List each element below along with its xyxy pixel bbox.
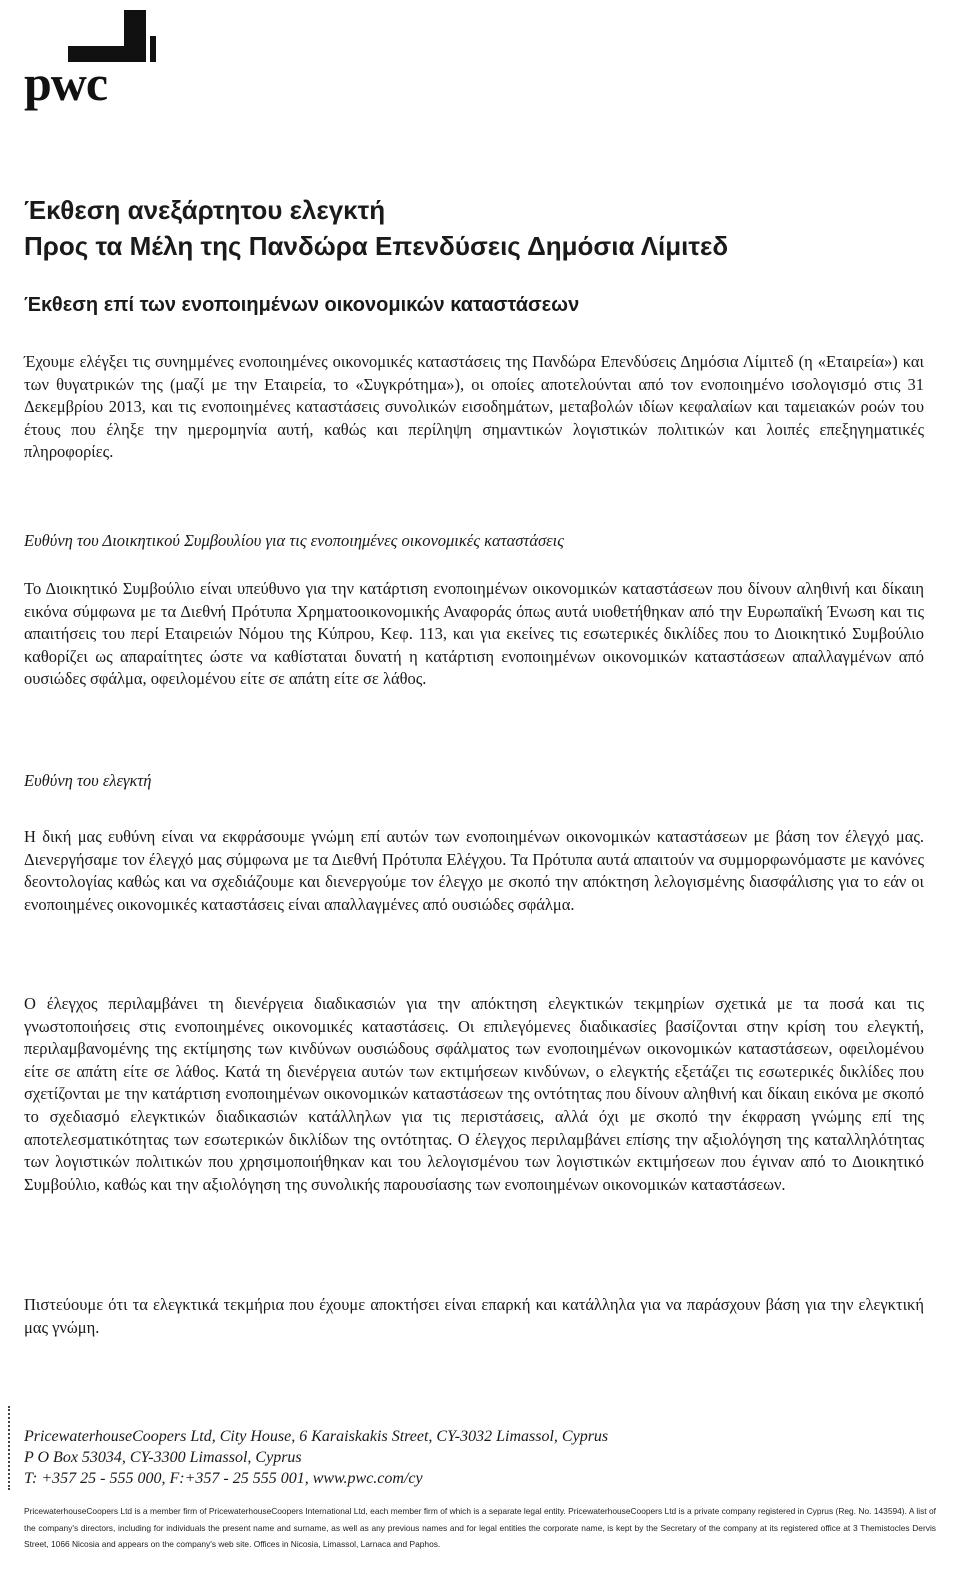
footer-legal-text: PricewaterhouseCoopers Ltd is a member firm of PricewaterhouseCoopers International Ltd, each member firm of which is a separate legal entity. PricewaterhouseCoopers Ltd is a private company registered in Cyprus (Reg. No. 143594). A list of the company's directors, including for individuals the present name and surname, as well as any previous names and for legal entities the corporate name, is kept by the Secretary of the company at its registered office at 3 Themistocles Dervis Street, 1066 Nicosia and appears on the company's web site. Offices in Nicosia, Limassol, Larnaca and Paphos. <box>24 1506 936 1549</box>
intro-paragraph: Έχουμε ελέγξει τις συνημμένες ενοποιημένες οικονομικές καταστάσεις της Πανδώρα Επενδύσεις Δημόσια Λίμιτεδ (η «Εταιρεία») και των θυγατρικών της (μαζί με την Εταιρεία, το «Συγκρότημα»), οι οποίες αποτελούνται από τον ενοποιημένο ισολογισμό στις 31 Δεκεμβρίου 2013, και τις ενοποιημένες καταστάσεις συνολικών εισοδημάτων, μεταβολών ιδίων κεφαλαίων και ταμειακών ροών του έτους που έληξε την ημερομηνία αυτή, καθώς και περίληψη σημαντικών λογιστικών πολιτικών και λοιπές επεξηγηματικές πληροφορίες. <box>24 352 924 462</box>
auditor-paragraph-3: Πιστεύουμε ότι τα ελεγκτικά τεκμήρια που έχουμε αποκτήσει είναι επαρκή και κατάλληλα για να παράσχουν βάση για την ελεγκτική μας γνώμη. <box>24 1295 924 1337</box>
footer-divider <box>8 1406 14 1490</box>
footer-contact-line: T: +357 25 - 555 000, F:+357 - 25 555 001, www.pwc.com/cy <box>24 1470 423 1487</box>
auditor-paragraph-1: Η δική μας ευθύνη είναι να εκφράσουμε γνώμη επί αυτών των ενοποιημένων οικονομικών καταστάσεων με βάση τον έλεγχό μας. Διενεργήσαμε τον έλεγχό μας σύμφωνα με τα Διεθνή Πρότυπα Ελέγχου. Τα Πρότυπα αυτά απαιτούν να συμμορφωνόμαστε με κανόνες δεοντολογίας καθώς και να σχεδιάζουμε και διενεργούμε τον έλεγχο με σκοπό την απόκτηση λελογισμένης διασφάλισης για το εάν οι ενοποιημένες οικονομικές καταστάσεις είναι απαλλαγμένες από ουσιώδες σφάλμα. <box>24 827 924 914</box>
footer-address <box>24 1426 924 1489</box>
footer-address-line: P O Box 53034, CY-3300 Limassol, Cyprus <box>24 1449 302 1466</box>
auditor-responsibility-heading: Ευθύνη του ελεγκτή <box>24 771 152 790</box>
logo-bar-thin <box>150 36 156 62</box>
pwc-logo <box>24 10 164 110</box>
section-heading: Έκθεση επί των ενοποιημένων οικονομικών καταστάσεων <box>24 294 580 316</box>
page-subtitle: Προς τα Μέλη της Πανδώρα Επενδύσεις Δημόσια Λίμιτεδ <box>24 231 729 261</box>
page-title: Έκθεση ανεξάρτητου ελεγκτή <box>24 195 386 225</box>
board-responsibility-paragraph: Το Διοικητικό Συμβούλιο είναι υπεύθυνο για την κατάρτιση ενοποιημένων οικονομικών καταστάσεων που δίνουν αληθινή και δίκαιη εικόνα σύμφωνα με τα Διεθνή Πρότυπα Χρηματοοικονομικής Αναφοράς όπως αυτά υιοθετήθηκαν από την Ευρωπαϊκή Ένωση και τις απαιτήσεις του περί Εταιρειών Νόμου της Κύπρου, Κεφ. 113, και για εκείνες τις εσωτερικές δικλίδες που το Διοικητικό Συμβούλιο καθορίζει ως απαραίτητες ώστε να καθίσταται δυνατή η κατάρτιση ενοποιημένων οικονομικών καταστάσεων απαλλαγμένων από ουσιώδες σφάλμα, οφειλομένου είτε σε απάτη είτε σε λάθος. <box>24 579 924 689</box>
footer-address-line: PricewaterhouseCoopers Ltd, City House, 6 Karaiskakis Street, CY-3032 Limassol, Cyprus <box>24 1428 609 1445</box>
board-responsibility-heading: Ευθύνη του Διοικητικού Συμβουλίου για τις ενοποιημένες οικονομικές καταστάσεις <box>24 531 564 550</box>
logo-bar-tall <box>124 10 146 62</box>
logo-text: pwc <box>24 55 108 111</box>
auditor-paragraph-2: Ο έλεγχος περιλαμβάνει τη διενέργεια διαδικασιών για την απόκτηση ελεγκτικών τεκμηρίων σχετικά με τα ποσά και τις γνωστοποιήσεις στις ενοποιημένες οικονομικές καταστάσεις. Οι επιλεγόμενες διαδικασίες βασίζονται στην κρίση του ελεγκτή, περιλαμβανομένης της εκτίμησης των κινδύνων ουσιώδους σφάλματος των ενοποιημένων οικονομικών καταστάσεων, οφειλομένου είτε σε απάτη είτε σε λάθος. Κατά τη διενέργεια αυτών των εκτιμήσεων κινδύνων, ο ελεγκτής εξετάζει τις εσωτερικές δικλίδες που σχετίζονται με την κατάρτιση ενοποιημένων οικονομικών καταστάσεων της οντότητας που δίνουν αληθινή και δίκαιη εικόνα με σκοπό το σχεδιασμό ελεγκτικών διαδικασιών κατάλληλων για τις περιστάσεις, αλλά όχι με σκοπό την έκφραση γνώμης επί της αποτελεσματικότητας των εσωτερικών δικλίδων της οντότητας. Ο έλεγχος περιλαμβάνει επίσης την αξιολόγηση της καταλληλότητας των λογιστικών πολιτικών που χρησιμοποιήθηκαν και του λελογισμένου των λογιστικών εκτιμήσεων που έγιναν από το Διοικητικό Συμβούλιο, καθώς και την αξιολόγηση της συνολικής παρουσίασης των ενοποιημένων οικονομικών καταστάσεων. <box>24 994 924 1194</box>
